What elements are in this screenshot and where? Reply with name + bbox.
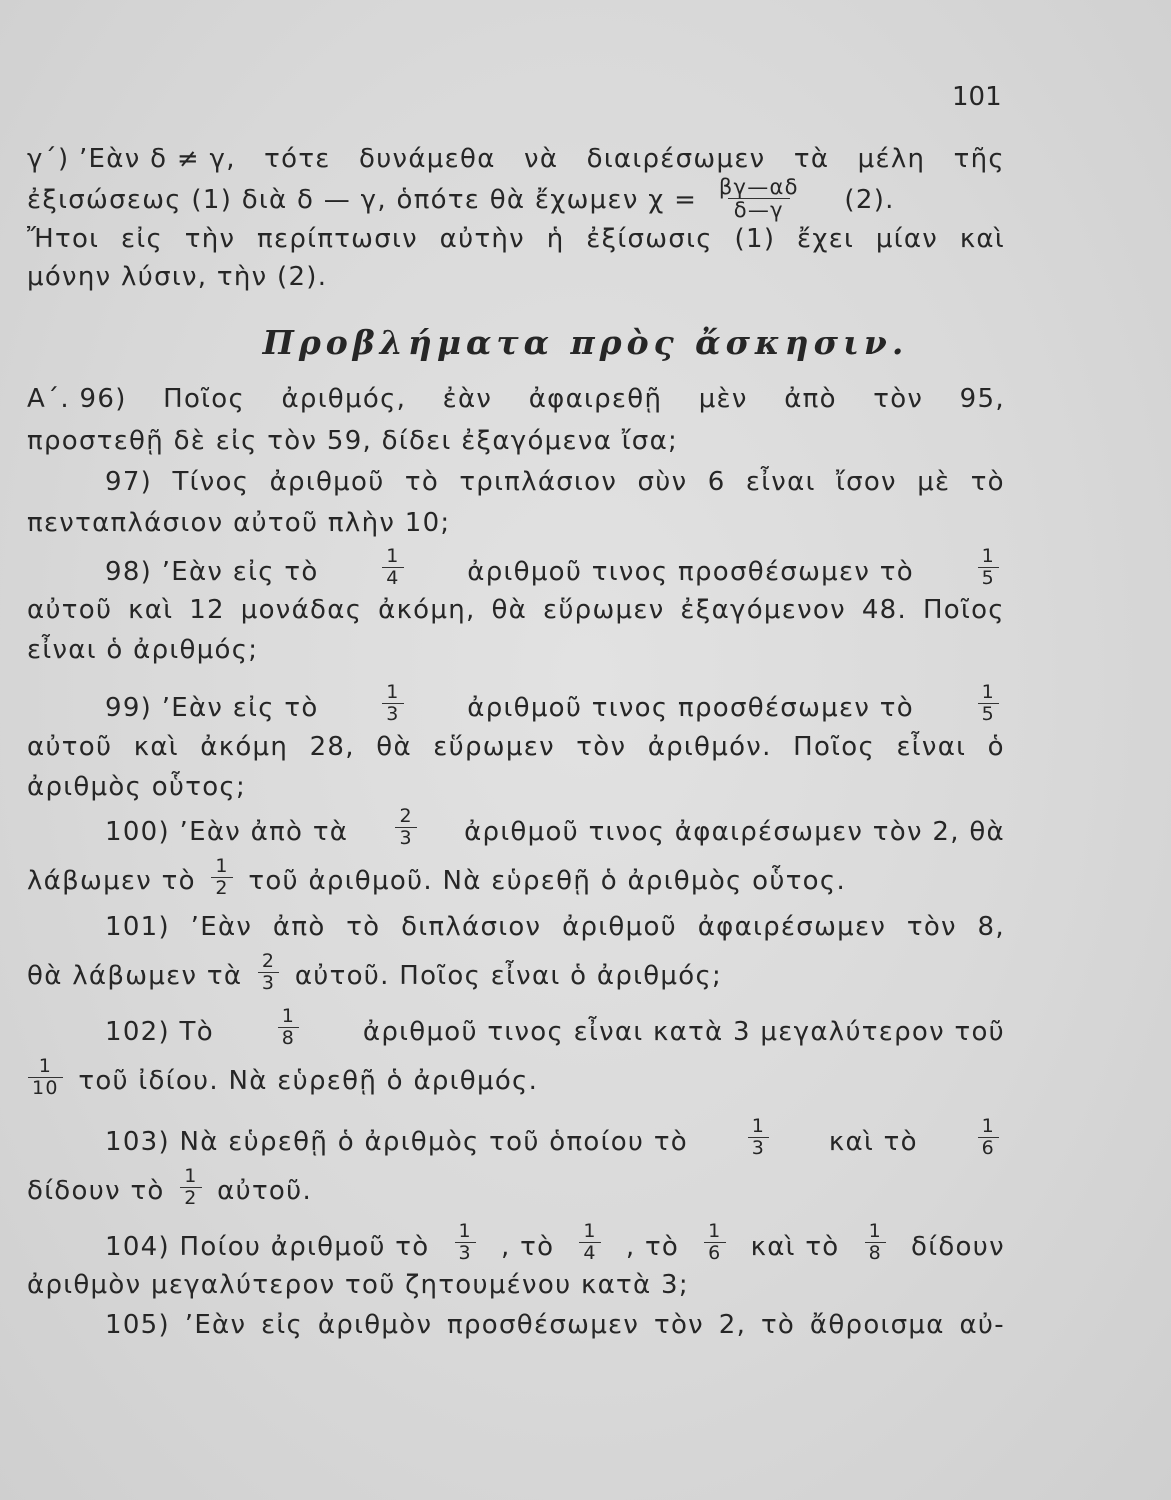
problem-98-line-3: εἶναι ὁ ἀριθμός; [27, 635, 259, 665]
problem-99-line-3: ἀριθμὸς οὗτος; [27, 772, 247, 802]
fraction: $\frac{1}{2}$ [180, 1166, 201, 1209]
intro-line-3: Ἤτοι εἰς τὴν περίπτωσιν αὐτὴν ἡ ἐξίσωσις (1) ἔχει μίαν καὶ [27, 224, 1005, 254]
problem-100-line-2: λάβωμεν τὸ $\frac{1}{2}$ τοῦ ἀριθμοῦ. Νὰ εὑρεθῇ ὁ ἀριθμὸς οὗτος. [27, 855, 847, 899]
fraction: $\frac{2}{3}$ [395, 806, 416, 849]
intro-line-4: μόνην λύσιν, τὴν (2). [27, 262, 328, 292]
problem-98-line-2: αὐτοῦ καὶ 12 μονάδας ἀκόμη, θὰ εὕρωμεν ἐξαγόμενον 48. Ποῖος [27, 595, 1005, 625]
fraction: $\frac{1}{10}$ [28, 1056, 63, 1099]
fraction: $\frac{1}{3}$ [455, 1221, 476, 1264]
fraction: $\frac{1}{3}$ [382, 682, 403, 725]
problem-102-line-2: $\frac{1}{10}$ τοῦ ἰδίου. Νὰ εὑρεθῇ ὁ ἀριθμός. [22, 1060, 1000, 1103]
fraction: $\frac{1}{5}$ [978, 682, 999, 725]
problem-105-line-1: 105) ’Εὰν εἰς ἀριθμὸν προσθέσωμεν τὸν 2, τὸ ἄθροισμα αὐ- [105, 1310, 1005, 1340]
problem-104-line-2: ἀριθμὸν μεγαλύτερον τοῦ ζητουμένου κατὰ 3; [27, 1270, 689, 1300]
fraction: $\frac{1}{2}$ [211, 856, 232, 899]
problem-96-line-2: προστεθῇ δὲ εἰς τὸν 59, δίδει ἐξαγόμενα ἴσα; [27, 426, 679, 456]
problem-104-line-1: 104) Ποίου ἀριθμοῦ τὸ $\frac{1}{3}$ , τὸ $\frac{1}{4}$ , τὸ $\frac{1}{6}$ καὶ τὸ $\frac{1}{8}$ δίδουν [105, 1220, 1005, 1264]
problem-103-line-1: 103) Νὰ εὑρεθῇ ὁ ἀριθμὸς τοῦ ὁποίου τὸ $\frac{1}{3}$ καὶ τὸ $\frac{1}{6}$ [105, 1120, 1005, 1163]
fraction: $\frac{1}{4}$ [382, 546, 403, 589]
fraction: $\frac{2}{3}$ [258, 951, 279, 994]
fraction: $\frac{1}{4}$ [579, 1221, 600, 1264]
problem-103-line-2: δίδουν τὸ $\frac{1}{2}$ αὐτοῦ. [27, 1165, 313, 1209]
fraction: $\frac{1}{3}$ [748, 1116, 769, 1159]
problem-97-line-2: πενταπλάσιον αὐτοῦ πλὴν 10; [27, 508, 451, 538]
section-heading: Προβλήματα πρὸς ἄσκησιν. [262, 323, 909, 362]
problem-97-line-1: 97) Τίνος ἀριθμοῦ τὸ τριπλάσιον σὺν 6 εἶναι ἴσον μὲ τὸ [105, 467, 1005, 497]
fraction: $\frac{1}{6}$ [704, 1221, 725, 1264]
intro-line-1: γ΄) ’Εὰν δ ≠ γ, τότε δυνάμεθα νὰ διαιρέσωμεν τὰ μέλη τῆς [27, 144, 1005, 174]
problem-99-line-1: 99) ’Εὰν εἰς τὸ $\frac{1}{3}$ ἀριθμοῦ τινος προσθέσωμεν τὸ $\frac{1}{5}$ [105, 686, 1005, 729]
problem-96-line-1: Α΄. 96) Ποῖος ἀριθμός, ἐὰν ἀφαιρεθῇ μὲν ἀπὸ τὸν 95, [27, 384, 1005, 414]
fraction: $\frac{1}{5}$ [978, 546, 999, 589]
page-number: 101 [952, 82, 1002, 112]
problem-98-line-1: 98) ’Εὰν εἰς τὸ $\frac{1}{4}$ ἀριθμοῦ τινος προσθέσωμεν τὸ $\frac{1}{5}$ [105, 550, 1005, 593]
problem-101-line-2: θὰ λάβωμεν τὰ $\frac{2}{3}$ αὐτοῦ. Ποῖος εἶναι ὁ ἀριθμός; [27, 950, 723, 994]
problem-101-line-1: 101) ’Εὰν ἀπὸ τὸ διπλάσιον ἀριθμοῦ ἀφαιρέσωμεν τὸν 8, [105, 912, 1005, 942]
problem-99-line-2: αὐτοῦ καὶ ἀκόμη 28, θὰ εὕρωμεν τὸν ἀριθμόν. Ποῖος εἶναι ὁ [27, 732, 1005, 762]
problem-102-line-1: 102) Τὸ $\frac{1}{8}$ ἀριθμοῦ τινος εἶναι κατὰ 3 μεγαλύτερον τοῦ [105, 1005, 1005, 1049]
fraction: $\frac{1}{8}$ [278, 1006, 299, 1049]
fraction: $\frac{1}{6}$ [978, 1116, 999, 1159]
equation-fraction: $\frac{\beta\gamma—\alpha\delta}{\delta—\gamma}$ [718, 175, 799, 222]
intro-line-2: ἐξισώσεως (1) διὰ δ — γ, ὁπότε θὰ ἔχωμεν χ = $\frac{\beta\gamma—\alpha\delta}{\delta—\gamma}$ (2). [27, 175, 895, 222]
fraction: $\frac{1}{8}$ [865, 1221, 886, 1264]
problem-100-line-1: 100) ’Εὰν ἀπὸ τὰ $\frac{2}{3}$ ἀριθμοῦ τινος ἀφαιρέσωμεν τὸν 2, θὰ [105, 805, 1005, 849]
